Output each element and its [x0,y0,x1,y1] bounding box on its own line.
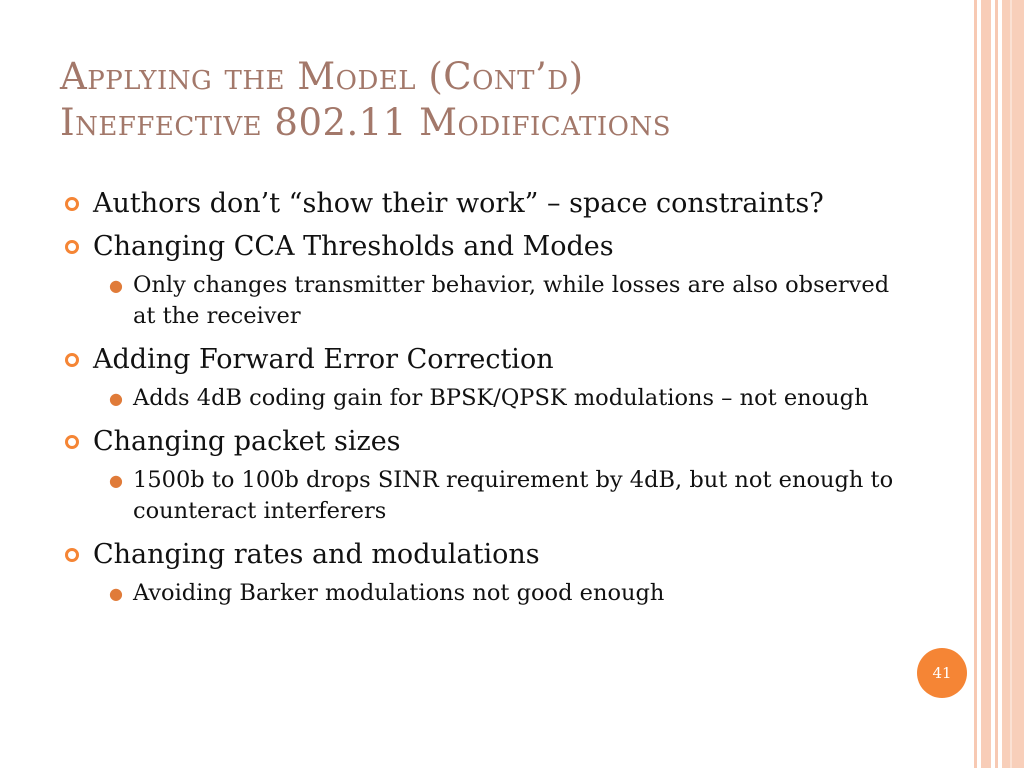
sub-bullet-text: Only changes transmitter behavior, while losses are also observed at the receiver [133,272,890,329]
sub-bullet-item [105,383,904,414]
decorative-stripe [1010,0,1012,768]
orange-ring-bullet-icon [64,196,80,212]
orange-dot-bullet-icon: ● [109,276,123,295]
orange-ring-bullet-icon [64,239,80,255]
bullet-item [64,342,904,377]
sub-bullet-item [105,270,904,332]
sub-bullet-text: Avoiding Barker modulations not good enough [133,580,665,606]
decorative-stripe [1002,0,1024,768]
bullet-item [64,537,904,572]
sub-bullet-text: Adds 4dB coding gain for BPSK/QPSK modulations – not enough [133,385,869,411]
bullet-item [64,186,904,221]
bullet-item [64,424,904,459]
slide-title [60,54,940,146]
decorative-stripe [974,0,977,768]
bullet-text: Changing packet sizes [93,426,401,457]
orange-ring-bullet-icon [64,434,80,450]
sub-bullet-item [105,465,904,527]
sub-bullet-item [105,578,904,609]
decorative-stripe [981,0,991,768]
orange-ring-bullet-icon [64,352,80,368]
sub-bullet-text: 1500b to 100b drops SINR requirement by 4dB, but not enough to counteract interferers [133,467,894,524]
bullet-list [64,186,904,619]
bullet-text: Authors don’t “show their work” – space constraints? [93,188,824,219]
bullet-text: Changing rates and modulations [93,539,540,570]
bullet-text: Adding Forward Error Correction [93,344,554,375]
bullet-item [64,229,904,264]
slide-title-line-1: Applying the Model (Cont’d) [60,55,584,98]
decorative-stripe [995,0,998,768]
page-number: 41 [932,664,952,682]
orange-dot-bullet-icon: ● [109,584,123,603]
orange-dot-bullet-icon: ● [109,471,123,490]
page-number-badge [917,648,967,698]
bullet-text: Changing CCA Thresholds and Modes [93,231,614,262]
orange-ring-bullet-icon [64,547,80,563]
slide-title-line-2: Ineffective 802.11 Modifications [60,101,672,144]
orange-dot-bullet-icon: ● [109,389,123,408]
